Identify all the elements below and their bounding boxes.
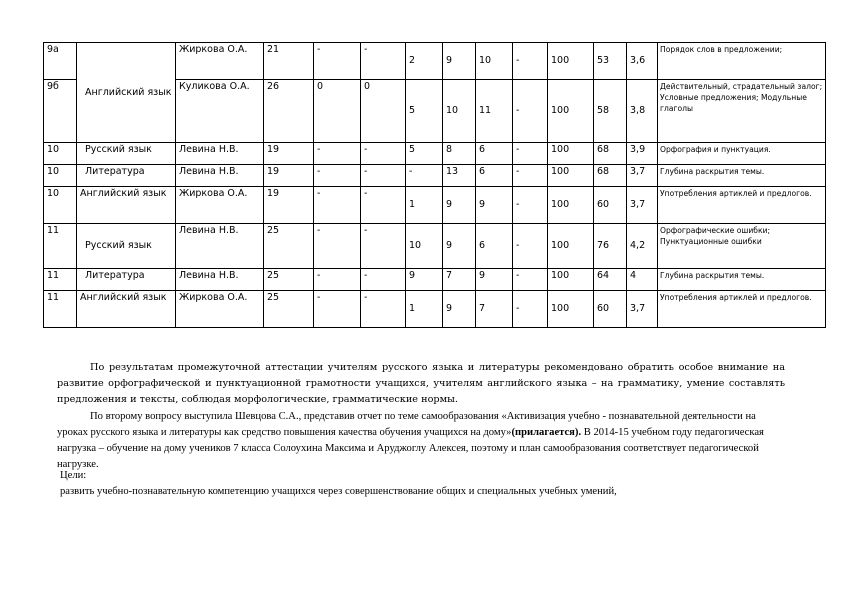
value-cell: 68	[594, 143, 627, 165]
note-cell: Глубина раскрытия темы.	[658, 269, 826, 291]
teacher-cell: Левина Н.В.	[176, 143, 264, 165]
value-cell: 9	[476, 187, 513, 224]
table-row	[44, 291, 826, 328]
value-cell: -	[361, 224, 406, 269]
value-cell: 9	[406, 269, 443, 291]
value-cell: -	[513, 291, 548, 328]
value-cell: -	[314, 269, 361, 291]
table-row	[44, 224, 826, 269]
value-cell: -	[513, 224, 548, 269]
value-cell: 3,6	[627, 43, 658, 80]
value-cell: 4	[627, 269, 658, 291]
value-cell: 9	[443, 224, 476, 269]
value-cell: 7	[476, 291, 513, 328]
value-cell: 100	[548, 80, 594, 143]
value-cell: 9	[443, 43, 476, 80]
count-cell: 19	[264, 165, 314, 187]
value-cell: 68	[594, 165, 627, 187]
subject-cell: Русский язык	[77, 224, 176, 269]
count-cell: 19	[264, 143, 314, 165]
table-row	[44, 165, 826, 187]
value-cell: 9	[443, 187, 476, 224]
value-cell: 58	[594, 80, 627, 143]
teacher-cell: Левина Н.В.	[176, 269, 264, 291]
value-cell: -	[361, 269, 406, 291]
count-cell: 25	[264, 269, 314, 291]
value-cell: -	[314, 291, 361, 328]
value-cell: 6	[476, 165, 513, 187]
teacher-cell: Левина Н.В.	[176, 165, 264, 187]
note-cell: Порядок слов в предложении;	[658, 43, 826, 80]
class-cell: 9а	[44, 43, 77, 80]
value-cell: 3,7	[627, 165, 658, 187]
value-cell: -	[513, 43, 548, 80]
value-cell: -	[314, 187, 361, 224]
value-cell: 100	[548, 165, 594, 187]
class-cell: 11	[44, 291, 77, 328]
class-cell: 10	[44, 187, 77, 224]
subject-cell: Литература	[77, 269, 176, 291]
paragraph-second-question	[57, 409, 785, 473]
value-cell: 100	[548, 224, 594, 269]
value-cell: -	[513, 269, 548, 291]
value-cell: -	[513, 165, 548, 187]
value-cell: 10	[476, 43, 513, 80]
value-cell: 53	[594, 43, 627, 80]
count-cell: 25	[264, 224, 314, 269]
subject-cell: Русский язык	[77, 143, 176, 165]
value-cell: 1	[406, 291, 443, 328]
value-cell: 6	[476, 143, 513, 165]
class-cell: 10	[44, 143, 77, 165]
teacher-cell: Жиркова О.А.	[176, 43, 264, 80]
value-cell: -	[361, 143, 406, 165]
value-cell: 4,2	[627, 224, 658, 269]
value-cell: 2	[406, 43, 443, 80]
value-cell: -	[361, 165, 406, 187]
value-cell: 3,7	[627, 291, 658, 328]
count-cell: 26	[264, 80, 314, 143]
class-cell: 10	[44, 165, 77, 187]
value-cell: -	[513, 80, 548, 143]
value-cell: 10	[406, 224, 443, 269]
value-cell: 0	[361, 80, 406, 143]
value-cell: -	[406, 165, 443, 187]
subject-cell: Английский язык	[77, 187, 176, 224]
value-cell: 10	[443, 80, 476, 143]
table-row	[44, 43, 826, 80]
value-cell: 7	[443, 269, 476, 291]
value-cell: 13	[443, 165, 476, 187]
paragraph-text-cont: В 2014-15 учебном году педагогическая нагрузка – обучение на дому учеников 7 класса Солоухина Максима и Аруджоглу Алексея, поэтому и план самообразования соответствует педагогической нагрузке.	[57, 427, 764, 470]
note-cell: Орфографические ошибки; Пунктуационные ошибки	[658, 224, 826, 269]
table-row	[44, 143, 826, 165]
subject-cell: Английский язык	[77, 43, 176, 143]
count-cell: 19	[264, 187, 314, 224]
attached-note: (прилагается).	[511, 427, 582, 438]
class-cell: 11	[44, 224, 77, 269]
note-cell: Употребления артиклей и предлогов.	[658, 291, 826, 328]
value-cell: 100	[548, 143, 594, 165]
value-cell: 100	[548, 269, 594, 291]
teacher-cell: Жиркова О.А.	[176, 187, 264, 224]
paragraph-text: По второму вопросу выступила Шевцова С.А., представив отчет по теме самообразования «Активизация учебно - познавательной деятельности на уроках русского языка и литературы как средство повышения качества обучения учащихся на дому»	[57, 411, 756, 438]
value-cell: 11	[476, 80, 513, 143]
paragraph-attestation: По результатам промежуточной аттестации учителям русского языка и литературы рекомендовано обратить особое внимание на развитие орфографической и пунктуационной грамотности учащихся, учителям английского языка – на грамматику, умение составлять предложения и тексты, соблюдая морфологические, грамматические нормы.	[57, 362, 785, 405]
value-cell: 6	[476, 224, 513, 269]
value-cell: 3,8	[627, 80, 658, 143]
value-cell: -	[513, 143, 548, 165]
value-cell: 100	[548, 43, 594, 80]
value-cell: 1	[406, 187, 443, 224]
value-cell: 100	[548, 187, 594, 224]
class-cell: 11	[44, 269, 77, 291]
value-cell: -	[314, 224, 361, 269]
note-cell: Глубина раскрытия темы.	[658, 165, 826, 187]
value-cell: 100	[548, 291, 594, 328]
goals-heading: Цели:	[60, 470, 87, 481]
value-cell: 0	[314, 80, 361, 143]
teacher-cell: Куликова О.А.	[176, 80, 264, 143]
count-cell: 21	[264, 43, 314, 80]
value-cell: 3,9	[627, 143, 658, 165]
value-cell: 60	[594, 291, 627, 328]
subject-cell: Английский язык	[77, 291, 176, 328]
value-cell: 8	[443, 143, 476, 165]
class-cell: 9б	[44, 80, 77, 143]
value-cell: -	[361, 43, 406, 80]
table-row	[44, 187, 826, 224]
subject-cell: Литература	[77, 165, 176, 187]
teacher-cell: Левина Н.В.	[176, 224, 264, 269]
value-cell: 64	[594, 269, 627, 291]
note-cell: Действительный, страдательный залог; Условные предложения; Модульные глаголы	[658, 80, 826, 143]
value-cell: 9	[443, 291, 476, 328]
results-table	[43, 42, 826, 328]
count-cell: 25	[264, 291, 314, 328]
note-cell: Употребления артиклей и предлогов.	[658, 187, 826, 224]
table-row	[44, 269, 826, 291]
teacher-cell: Жиркова О.А.	[176, 291, 264, 328]
goal-item: развить учебно-познавательную компетенцию учащихся через совершенствование общих и специальных учебных умений,	[60, 486, 617, 497]
value-cell: 60	[594, 187, 627, 224]
value-cell: -	[361, 187, 406, 224]
value-cell: 3,7	[627, 187, 658, 224]
note-cell: Орфография и пунктуация.	[658, 143, 826, 165]
value-cell: 76	[594, 224, 627, 269]
value-cell: -	[513, 187, 548, 224]
value-cell: -	[314, 43, 361, 80]
value-cell: 5	[406, 80, 443, 143]
value-cell: -	[314, 143, 361, 165]
value-cell: -	[361, 291, 406, 328]
value-cell: 9	[476, 269, 513, 291]
value-cell: 5	[406, 143, 443, 165]
value-cell: -	[314, 165, 361, 187]
